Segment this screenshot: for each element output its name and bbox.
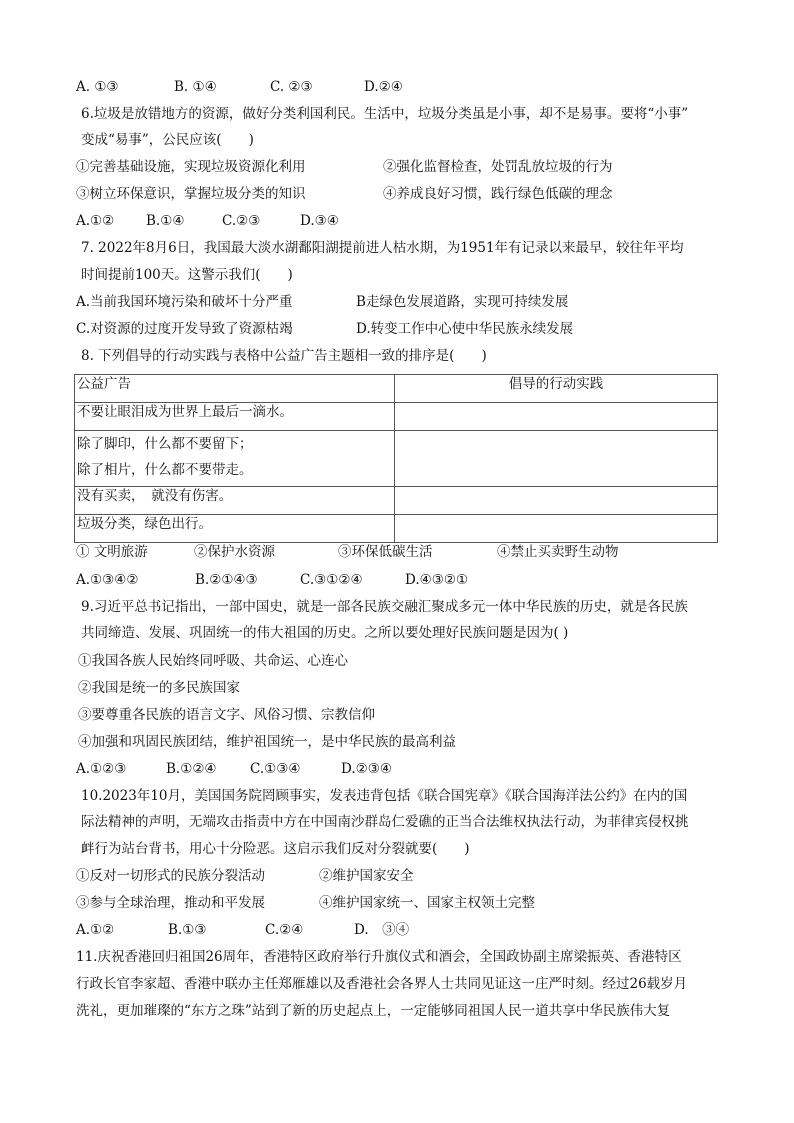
q8-row-2-ad (75, 431, 395, 487)
q9-item-4: ④加强和巩固民族团结，维护祖国统一，是中华民族的最高利益 (78, 734, 456, 750)
q8-header-practice: 倡导的行动实践 (395, 375, 718, 403)
q10-stem-line2: 际法精神的声明，无端攻击指责中方在中国南沙群岛仁爱礁的正当合法维权执法行动，为菲律宾侵权挑 (81, 814, 689, 830)
q9-item-2: ②我国是统一的多民族国家 (78, 680, 240, 696)
q11-line3: 洗礼，更加璀璨的“东方之珠”站到了新的历史起点上，一定能够同祖国人民一道共享中华民族伟大复 (76, 1003, 671, 1019)
q10-item-3: ③参与全球治理，推动和平发展 (76, 895, 265, 911)
table-row (75, 403, 718, 431)
q10-option-c: C.②④ (265, 922, 304, 938)
q8-option-c: C.③①②④ (300, 572, 363, 588)
q6-item-4: ④养成良好习惯，践行绿色低碳的理念 (383, 186, 613, 202)
q8-row-2-line2: 除了相片，什么都不要带走。 (77, 462, 253, 478)
q6-option-c: C.②③ (222, 213, 261, 229)
q8-header-ad: 公益广告 (75, 375, 395, 403)
q10-stem-line3: 衅行为站台背书，用心十分险恶。这启示我们反对分裂就要( ) (81, 841, 470, 857)
q8-row-3-ad: 没有买卖， 就没有伤害。 (75, 487, 395, 515)
q7-option-b: B走绿色发展道路，实现可持续发展 (356, 294, 569, 310)
table-row (75, 487, 718, 515)
q9-option-a: A.①②③ (76, 761, 127, 777)
q8-table (74, 374, 718, 543)
q11-line1: 11.庆祝香港回归祖国26周年，香港特区政府举行升旗仪式和酒会，全国政协副主席梁振英、香港特区 (76, 949, 682, 965)
q8-item-4: ④禁止买卖野生动物 (497, 544, 619, 560)
q7-option-d: D.转变工作中心使中华民族永续发展 (356, 321, 574, 337)
q8-item-1: ① 文明旅游 (76, 544, 148, 560)
q10-option-a: A.①② (76, 922, 115, 938)
q6-option-b: B.①④ (146, 213, 185, 229)
q8-item-3: ③环保低碳生活 (338, 544, 433, 560)
q10-option-d: D. ③④ (354, 922, 410, 938)
q9-option-b: B.①②④ (166, 761, 217, 777)
q9-stem-line1: 9.习近平总书记指出，一部中国史，就是一部各民族交融汇聚成多元一体中华民族的历史，就是各民族 (81, 599, 688, 615)
q9-item-3: ③要尊重各民族的语言文字、风俗习惯、宗教信仰 (78, 707, 375, 723)
q9-option-c: C.①③④ (250, 761, 301, 777)
q10-item-2: ②维护国家安全 (319, 868, 414, 884)
q8-option-a: A.①③④② (76, 572, 139, 588)
q8-item-2: ②保护水资源 (194, 544, 275, 560)
q8-row-4-practice (395, 515, 718, 543)
q8-row-2-practice (395, 431, 718, 487)
q7-stem-line1: 7. 2022年8月6日，我国最大淡水湖鄱阳湖提前进人枯水期，为1951年有记录以来最早，较往年平均 (81, 240, 684, 256)
q8-row-3-practice (395, 487, 718, 515)
q11-line2: 行政长官李家超、香港中联办主任郑雁雄以及香港社会各界人士共同见证这一庄严时刻。经过26载岁月 (76, 976, 688, 992)
q10-stem-line1: 10.2023年10月，美国国务院罔顾事实，发表违背包括《联合国宪章》《联合国海洋法公约》在内的国 (81, 788, 688, 804)
q10-item-1: ①反对一切形式的民族分裂活动 (76, 868, 265, 884)
q6-stem-line2: 变成“易事”，公民应该( ) (81, 132, 254, 148)
q10-option-b: B.①③ (168, 922, 207, 938)
q7-option-a: A.当前我国环境污染和破坏十分严重 (76, 294, 293, 310)
q6-option-d: D.③④ (300, 213, 339, 229)
q8-option-b: B.②①④③ (195, 572, 258, 588)
q7-option-c: C.对资源的过度开发导致了资源枯竭 (76, 321, 293, 337)
q6-item-2: ②强化监督检查，处罚乱放垃圾的行为 (383, 159, 613, 175)
q8-row-2-line1: 除了脚印，什么都不要留下； (77, 436, 253, 452)
q9-option-d: D.②③④ (341, 761, 392, 777)
q8-table-header-row (75, 375, 718, 403)
q8-stem: 8. 下列倡导的行动实践与表格中公益广告主题相一致的排序是( ) (81, 348, 487, 364)
q8-row-4-ad: 垃圾分类，绿色出行。 (75, 515, 395, 543)
q6-option-a: A.①② (76, 213, 115, 229)
q5-option-b: B. ①④ (174, 79, 217, 95)
q8-option-d: D.④③②① (405, 572, 469, 588)
q5-option-d: D.②④ (364, 79, 403, 95)
q5-option-c: C. ②③ (270, 79, 313, 95)
q6-item-3: ③树立环保意识，掌握垃圾分类的知识 (76, 186, 306, 202)
q6-item-1: ①完善基础设施，实现垃圾资源化利用 (76, 159, 306, 175)
q9-item-1: ①我国各族人民始终同呼吸、共命运、心连心 (78, 653, 348, 669)
q8-row-1-ad: 不要让眼泪成为世界上最后一滴水。 (75, 403, 395, 431)
q9-stem-line2: 共同缔造、发展、巩固统一的伟大祖国的历史。之所以要处理好民族问题是因为( ) (81, 625, 569, 641)
q6-stem-line1: 6.垃圾是放错地方的资源，做好分类利国利民。生活中，垃圾分类虽是小事，却不是易事。要将“小事” (81, 106, 689, 122)
q10-item-4: ④维护国家统一、国家主权领土完整 (319, 895, 535, 911)
table-row (75, 515, 718, 543)
q7-stem-line2: 时间提前100天。这警示我们( ) (81, 267, 293, 283)
q5-option-a: A. ①③ (76, 79, 119, 95)
q8-row-1-practice (395, 403, 718, 431)
table-row (75, 431, 718, 487)
